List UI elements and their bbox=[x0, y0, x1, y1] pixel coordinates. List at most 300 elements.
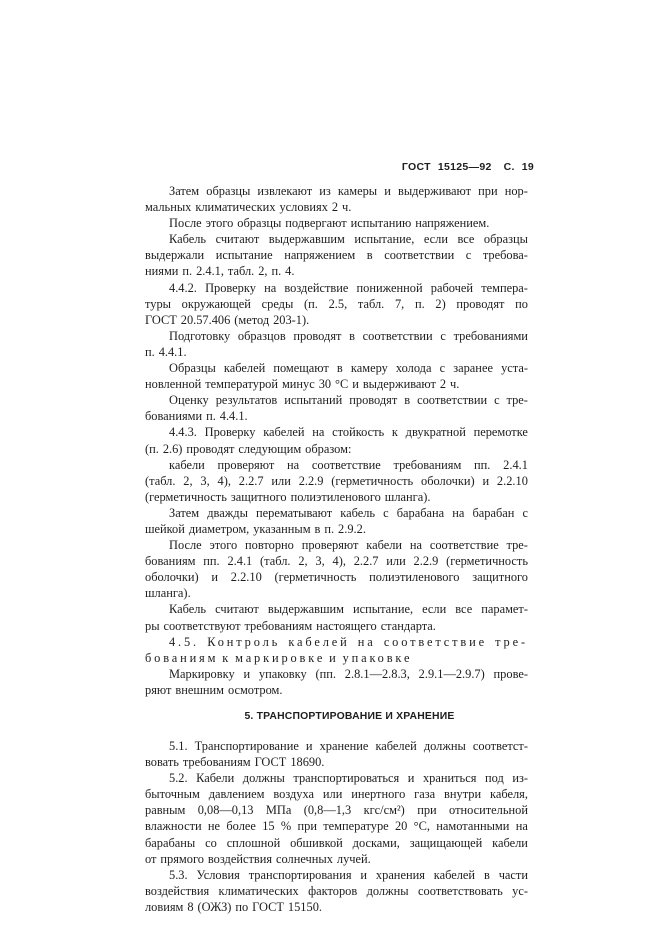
word: на bbox=[452, 505, 465, 520]
paragraph bbox=[145, 280, 528, 328]
word: 2, bbox=[298, 554, 308, 569]
word: транспортирования bbox=[248, 867, 352, 882]
word: проводят bbox=[349, 393, 398, 408]
text-line bbox=[145, 585, 528, 601]
word: (табл. bbox=[145, 473, 176, 488]
word: 2.2.7 bbox=[238, 473, 264, 488]
word: п. bbox=[271, 264, 282, 279]
word: кгс/см²) bbox=[363, 803, 405, 818]
word: все bbox=[455, 602, 473, 617]
word: п. bbox=[182, 264, 193, 279]
word: повторно bbox=[245, 538, 294, 553]
word: 8 bbox=[187, 899, 194, 914]
paragraph bbox=[145, 360, 528, 392]
text-line bbox=[145, 247, 528, 263]
word: от bbox=[145, 851, 157, 866]
word: и bbox=[360, 867, 368, 882]
word: 2.5, bbox=[328, 296, 348, 311]
running-header bbox=[402, 161, 534, 173]
word: в bbox=[349, 328, 355, 343]
word: 2) bbox=[435, 296, 446, 311]
text-line bbox=[145, 424, 528, 440]
word: 2.4.1 bbox=[227, 554, 253, 569]
word: храниться bbox=[422, 771, 477, 786]
word: шейкой bbox=[145, 521, 185, 536]
word: защищающей bbox=[409, 835, 483, 850]
word: или bbox=[386, 554, 406, 569]
header-page-number: 19 bbox=[521, 161, 534, 173]
word: солнечных bbox=[276, 851, 333, 866]
word: 2.9.2. bbox=[338, 521, 366, 536]
word: парамет- bbox=[481, 602, 528, 617]
word: нор- bbox=[504, 184, 528, 198]
text-line bbox=[145, 650, 528, 666]
word: по bbox=[235, 899, 249, 914]
word: полиэтиленового bbox=[369, 570, 460, 585]
word: лучей. bbox=[336, 851, 371, 866]
word: 4.4.2. bbox=[169, 280, 197, 295]
word: Затем bbox=[169, 505, 200, 520]
word: выдерживают bbox=[397, 184, 472, 198]
word: перемотке bbox=[473, 425, 528, 440]
word: 5.1. bbox=[169, 739, 188, 753]
word: испытание bbox=[215, 248, 273, 263]
text-line bbox=[145, 666, 528, 682]
word: 2.8.1—2.8.3, bbox=[344, 666, 410, 681]
word: или bbox=[322, 787, 343, 802]
word: тре- bbox=[506, 538, 528, 553]
word: двукратной bbox=[405, 425, 466, 440]
text-line bbox=[145, 263, 528, 279]
word: результатов bbox=[215, 393, 278, 408]
word: Образцы bbox=[169, 361, 216, 376]
word: все bbox=[457, 232, 475, 247]
word: тре- bbox=[506, 393, 528, 408]
word: тре- bbox=[495, 634, 528, 649]
text-line bbox=[145, 473, 528, 489]
word: напряжением bbox=[284, 248, 356, 263]
word: относительной bbox=[449, 803, 528, 818]
word: Кабель bbox=[169, 602, 207, 617]
word: пп. bbox=[474, 457, 491, 472]
text-line bbox=[145, 521, 528, 537]
word: и bbox=[329, 650, 339, 665]
word: с bbox=[439, 361, 446, 376]
word: к bbox=[222, 650, 232, 665]
word: 2.2.10 bbox=[230, 570, 262, 585]
text-line bbox=[145, 489, 528, 505]
text-line bbox=[145, 199, 528, 215]
word: защитного bbox=[230, 489, 287, 504]
word: ч. bbox=[342, 200, 352, 215]
text-line bbox=[145, 312, 528, 328]
word: 3, bbox=[315, 554, 325, 569]
word: 2.2.9 bbox=[413, 554, 439, 569]
word: выдержали bbox=[145, 248, 205, 263]
word: (герметичность bbox=[331, 473, 414, 488]
word: После bbox=[169, 538, 202, 553]
paragraph bbox=[145, 215, 528, 231]
word: камеры bbox=[337, 184, 378, 198]
word: досками, bbox=[352, 835, 400, 850]
text-line bbox=[145, 408, 528, 424]
text-line bbox=[145, 296, 528, 312]
word: воздействие bbox=[284, 280, 349, 295]
word: новленной bbox=[145, 377, 202, 392]
word: вовать bbox=[145, 755, 179, 770]
word: проводят bbox=[293, 328, 342, 343]
word: Проверку bbox=[205, 280, 256, 295]
word: извлекают bbox=[257, 184, 313, 198]
word: образцов bbox=[237, 328, 286, 343]
text-line bbox=[145, 634, 528, 650]
word: на bbox=[515, 819, 528, 834]
word: требова- bbox=[482, 248, 528, 263]
word: в bbox=[336, 361, 343, 376]
word: при bbox=[478, 184, 498, 198]
word: п. bbox=[145, 344, 155, 359]
word: должны bbox=[423, 739, 466, 753]
word: полиэтиленового bbox=[290, 489, 381, 504]
word: упаковке bbox=[342, 650, 413, 665]
word: в bbox=[404, 393, 411, 408]
word: намотанными bbox=[436, 819, 510, 834]
word: внешним bbox=[175, 682, 224, 697]
word: ч. bbox=[450, 377, 460, 392]
word: транспортироваться bbox=[293, 771, 400, 786]
word: в bbox=[483, 867, 490, 882]
text-line bbox=[145, 231, 528, 247]
text-line bbox=[145, 754, 528, 770]
word: (герметичность bbox=[145, 489, 227, 504]
word: газа bbox=[414, 787, 436, 802]
word: 2.6) bbox=[162, 441, 183, 456]
word: кабеля, bbox=[490, 787, 528, 802]
word: испытаний bbox=[284, 393, 343, 408]
word: давлением bbox=[208, 787, 265, 802]
text-line bbox=[145, 899, 528, 915]
word: на bbox=[409, 538, 422, 553]
paragraph bbox=[145, 537, 528, 601]
text-line bbox=[145, 883, 528, 899]
word: бованиям bbox=[145, 650, 219, 665]
word: бованиями bbox=[145, 409, 203, 424]
word: с bbox=[440, 328, 446, 343]
word: бованиям bbox=[145, 554, 196, 569]
word: 0,08—0,13 bbox=[197, 803, 254, 818]
word: считают bbox=[215, 602, 259, 617]
word: ГОСТ bbox=[252, 899, 284, 914]
word: со bbox=[205, 835, 217, 850]
text-line bbox=[145, 280, 528, 296]
word: 7, bbox=[394, 296, 405, 311]
paragraph bbox=[145, 424, 528, 456]
word: Затем bbox=[169, 184, 200, 198]
word: кабелей bbox=[375, 739, 417, 753]
word: шланга). bbox=[145, 586, 191, 601]
word: соответствовать bbox=[418, 883, 503, 898]
word: 15150. bbox=[287, 899, 322, 914]
word: выдерживают bbox=[362, 377, 436, 392]
word: 5.2. bbox=[169, 771, 188, 786]
word: 2, bbox=[183, 473, 193, 488]
paragraph bbox=[145, 183, 528, 215]
text-line bbox=[145, 553, 528, 569]
word: из- bbox=[512, 771, 528, 786]
word: соответст- bbox=[472, 739, 528, 753]
word: 2.9.1—2.9.7) bbox=[418, 666, 485, 681]
text-line bbox=[145, 770, 528, 786]
paragraph bbox=[145, 392, 528, 424]
word: % bbox=[280, 819, 292, 834]
word: После bbox=[169, 216, 202, 231]
text-line bbox=[145, 344, 528, 360]
word: проверяют bbox=[217, 457, 275, 472]
word: в bbox=[314, 521, 321, 536]
word: соответствие bbox=[429, 538, 499, 553]
word: инертного bbox=[351, 787, 406, 802]
word: 2 bbox=[331, 200, 339, 215]
word: проводят bbox=[186, 441, 235, 456]
word: (0,8—1,3 bbox=[303, 803, 352, 818]
word: влажности bbox=[145, 819, 202, 834]
header-page-label: С. bbox=[503, 161, 515, 173]
word: (метод bbox=[234, 312, 270, 327]
text-line bbox=[145, 392, 528, 408]
word: 18690. bbox=[290, 755, 325, 770]
word: 4.4.3. bbox=[169, 425, 197, 440]
word: табл. bbox=[357, 296, 385, 311]
word: соответствии bbox=[417, 393, 488, 408]
word: ГОСТ bbox=[254, 755, 287, 770]
word: Маркировку bbox=[169, 666, 235, 681]
text-line bbox=[145, 360, 528, 376]
word: защитного bbox=[472, 570, 528, 585]
text-line bbox=[145, 215, 528, 231]
word: испытание, bbox=[354, 232, 415, 247]
word: равным bbox=[145, 803, 186, 818]
word: образцы bbox=[206, 184, 251, 198]
word: под bbox=[484, 771, 504, 786]
word: требованиям bbox=[244, 618, 313, 633]
text-line bbox=[145, 802, 528, 818]
word: соответствие bbox=[383, 634, 487, 649]
word: к bbox=[391, 425, 398, 440]
word: и bbox=[243, 666, 251, 681]
paragraph bbox=[145, 505, 528, 537]
word: (табл. bbox=[260, 554, 291, 569]
paragraph bbox=[145, 634, 528, 666]
word: 4.4.1. bbox=[219, 409, 248, 424]
word: Кабели bbox=[196, 771, 235, 786]
word: с bbox=[465, 248, 472, 263]
paragraph bbox=[145, 738, 528, 770]
word: Проверку bbox=[204, 425, 256, 440]
word: температуре bbox=[323, 819, 389, 834]
word: среды bbox=[261, 296, 294, 311]
word: 4.4.1. bbox=[158, 344, 187, 359]
paragraph bbox=[145, 770, 528, 867]
word: с bbox=[494, 393, 500, 408]
word: соответствии bbox=[362, 328, 433, 343]
word: если bbox=[423, 232, 448, 247]
word: ры bbox=[145, 618, 160, 633]
word: перематывают bbox=[256, 505, 333, 520]
word: должны bbox=[242, 771, 285, 786]
word: кабель bbox=[340, 505, 376, 520]
word: 2.2.9 bbox=[298, 473, 324, 488]
word: хранения bbox=[375, 867, 425, 882]
paragraph bbox=[145, 601, 528, 633]
word: прове- bbox=[493, 666, 528, 681]
word: Транспортирование bbox=[194, 739, 299, 753]
word: Условия bbox=[196, 867, 240, 882]
word: 20 bbox=[394, 819, 408, 834]
text-line bbox=[145, 328, 528, 344]
word: соответствуют bbox=[163, 618, 241, 633]
text-line bbox=[145, 851, 528, 867]
word: Кабель bbox=[169, 232, 207, 247]
word: темпера- bbox=[481, 280, 528, 295]
word: соответствие bbox=[311, 457, 381, 472]
word: (герметичность bbox=[446, 554, 528, 569]
word: этого bbox=[205, 216, 234, 231]
word: оболочки) bbox=[421, 473, 475, 488]
word: туры bbox=[145, 296, 171, 311]
word: выдержавшим bbox=[267, 602, 344, 617]
word: уста- bbox=[501, 361, 528, 376]
word: 4. bbox=[285, 264, 295, 279]
word: хранение bbox=[319, 739, 369, 753]
word: мальных bbox=[145, 200, 192, 215]
paragraph bbox=[145, 457, 528, 505]
word: климатических bbox=[195, 200, 276, 215]
word: 15 bbox=[262, 819, 275, 834]
word: ниями bbox=[145, 264, 179, 279]
word: напряжением. bbox=[415, 216, 490, 231]
word: 2.2.10 bbox=[496, 473, 528, 488]
word: более bbox=[226, 819, 256, 834]
word: шланга). bbox=[384, 489, 431, 504]
header-number: 15125—92 bbox=[437, 161, 492, 173]
word: кабелей bbox=[263, 425, 305, 440]
word: пониженной bbox=[356, 280, 423, 295]
word: упаковку bbox=[258, 666, 307, 681]
word: температурой bbox=[205, 377, 278, 392]
word: ряют bbox=[145, 682, 172, 697]
text-line bbox=[145, 376, 528, 392]
word: 4), bbox=[332, 554, 346, 569]
word: холода bbox=[395, 361, 432, 376]
text-line bbox=[145, 618, 528, 634]
word: образцы bbox=[237, 216, 282, 231]
word: обшивкой bbox=[290, 835, 343, 850]
text-line bbox=[145, 537, 528, 553]
word: кабели bbox=[169, 457, 205, 472]
word: (герметичность bbox=[274, 570, 357, 585]
word: стойкость bbox=[332, 425, 385, 440]
word: и bbox=[352, 377, 359, 392]
text-line bbox=[145, 505, 528, 521]
word: кабелей bbox=[223, 361, 266, 376]
word: (ОЖЗ) bbox=[197, 899, 232, 914]
word: барабаны bbox=[145, 835, 196, 850]
word: образцы bbox=[483, 232, 528, 247]
word: (п. bbox=[304, 296, 318, 311]
word: 2 bbox=[439, 377, 447, 392]
word: внутри bbox=[444, 787, 482, 802]
word: минус bbox=[281, 377, 315, 392]
word: на bbox=[264, 280, 277, 295]
word: п. bbox=[414, 296, 425, 311]
word: воздействия bbox=[207, 851, 273, 866]
word: кабели bbox=[492, 835, 528, 850]
text-line bbox=[145, 601, 528, 617]
text-line bbox=[145, 457, 528, 473]
word: и bbox=[211, 570, 219, 585]
header-standard: ГОСТ bbox=[401, 161, 431, 173]
word: заранее bbox=[453, 361, 493, 376]
word: п. bbox=[206, 409, 216, 424]
word: 4.5. bbox=[169, 634, 199, 649]
word: барабана bbox=[396, 505, 445, 520]
word: с bbox=[522, 505, 528, 520]
word: Оценку bbox=[169, 393, 209, 408]
word: ловиям bbox=[145, 899, 184, 914]
word: °С, bbox=[413, 819, 430, 834]
word: не bbox=[207, 819, 221, 834]
text-line bbox=[145, 183, 528, 199]
word: или bbox=[271, 473, 291, 488]
word: быточным bbox=[145, 787, 200, 802]
word: требованиям bbox=[393, 457, 462, 472]
word: помещают bbox=[273, 361, 329, 376]
word: п. bbox=[324, 521, 335, 536]
text-line bbox=[145, 569, 528, 585]
word: 2.4.1, bbox=[196, 264, 224, 279]
paragraph bbox=[145, 867, 528, 915]
word: требованиями bbox=[453, 328, 528, 343]
word: в bbox=[366, 248, 373, 263]
word: стандарта. bbox=[380, 618, 436, 633]
word: если bbox=[422, 602, 447, 617]
text-line bbox=[145, 835, 528, 851]
word: и bbox=[384, 184, 391, 198]
word: маркировке bbox=[235, 650, 326, 665]
word: табл. bbox=[227, 264, 255, 279]
text-line bbox=[145, 786, 528, 802]
word: с bbox=[383, 505, 389, 520]
word: 2.2.7 bbox=[353, 554, 379, 569]
word: 4), bbox=[217, 473, 231, 488]
word: оболочки) bbox=[145, 570, 199, 585]
word: 20.57.406 bbox=[180, 312, 231, 327]
word: 30 bbox=[318, 377, 332, 392]
text-line bbox=[145, 738, 528, 754]
word: окружающей bbox=[181, 296, 251, 311]
word: этого bbox=[209, 538, 238, 553]
word: пп. bbox=[203, 554, 220, 569]
word: условиях bbox=[279, 200, 328, 215]
word: факторов bbox=[308, 883, 358, 898]
word: камеру bbox=[350, 361, 388, 376]
word: считают bbox=[215, 232, 260, 247]
word: дважды bbox=[207, 505, 248, 520]
word: Подготовку bbox=[169, 328, 231, 343]
paragraph bbox=[145, 231, 528, 279]
paragraph bbox=[145, 328, 528, 360]
word: 5.3. bbox=[169, 867, 188, 882]
